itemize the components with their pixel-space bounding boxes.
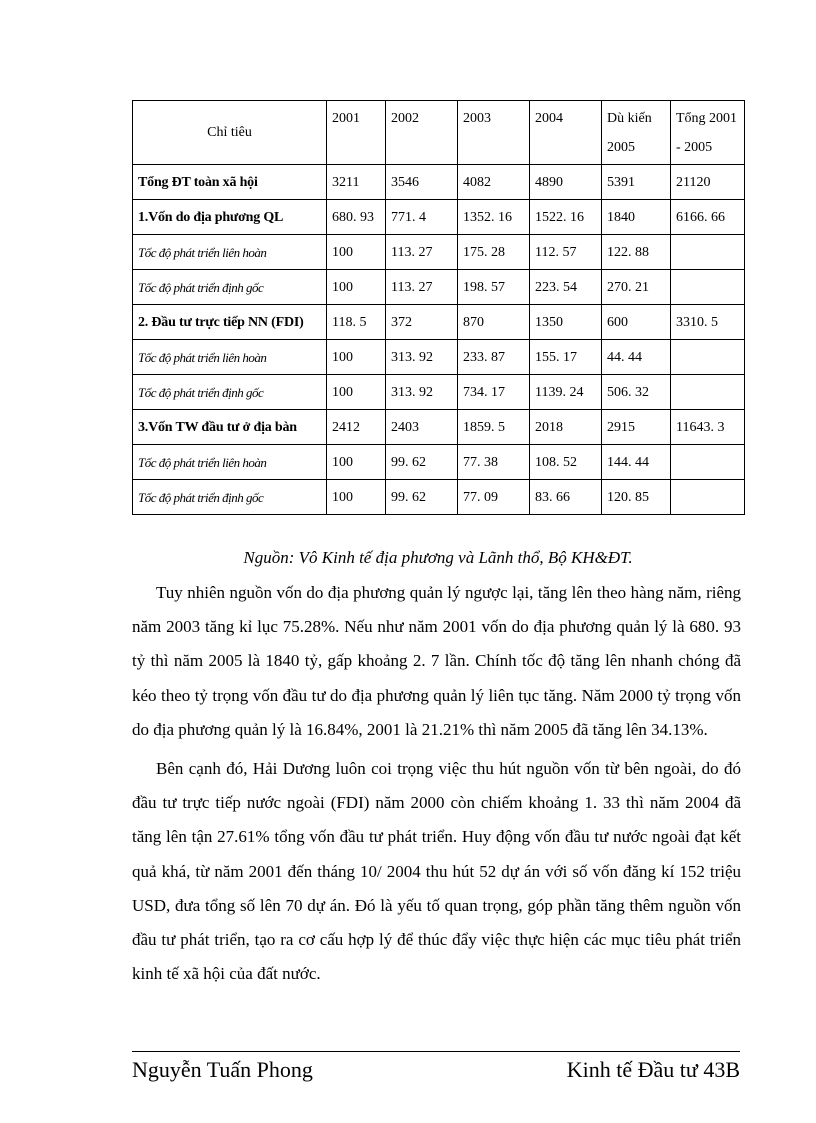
row-label: Tốc độ phát triển định gốc [133,375,327,410]
table-cell: 11643. 3 [671,410,745,445]
investment-table [132,100,745,515]
table-cell: 1139. 24 [530,375,602,410]
table-cell: 100 [327,445,386,480]
table-cell: 734. 17 [458,375,530,410]
table-cell: 99. 62 [386,480,458,515]
table-cell: 155. 17 [530,340,602,375]
table-cell: 313. 92 [386,375,458,410]
body-text [132,576,741,991]
header-year: 2002 [386,101,458,165]
table-row [133,200,745,235]
table-cell [671,480,745,515]
row-label: 1.Vốn do địa phương QL [133,200,327,235]
table-cell: 77. 09 [458,480,530,515]
table-cell: 680. 93 [327,200,386,235]
row-label: Tốc độ phát triển liên hoàn [133,445,327,480]
table-row [133,375,745,410]
table-cell: 100 [327,480,386,515]
table-cell: 1840 [602,200,671,235]
table-cell: 21120 [671,165,745,200]
table-cell: 1350 [530,305,602,340]
table-cell: 771. 4 [386,200,458,235]
table-row [133,305,745,340]
table-cell: 77. 38 [458,445,530,480]
footer-author: Nguyễn Tuấn Phong [132,1057,313,1082]
table-cell: 113. 27 [386,270,458,305]
row-label: Tổng ĐT toàn xã hội [133,165,327,200]
table-cell [671,235,745,270]
table-cell: 122. 88 [602,235,671,270]
footer-course: Kinh tế Đầu tư 43B [566,1057,740,1082]
table-row [133,270,745,305]
table-cell: 870 [458,305,530,340]
table-cell: 2018 [530,410,602,445]
table-source-caption: Nguồn: Vô Kinh tế địa phương và Lãnh thổ, Bộ KH&ĐT. [243,548,633,567]
table-cell: 113. 27 [386,235,458,270]
table-cell [671,375,745,410]
table-cell: 5391 [602,165,671,200]
footer-divider [132,1051,740,1052]
table-row [133,165,745,200]
header-year: 2003 [458,101,530,165]
table-cell: 313. 92 [386,340,458,375]
table-cell [671,445,745,480]
table-cell: 600 [602,305,671,340]
header-year: 2001 [327,101,386,165]
table-cell [671,340,745,375]
header-year: 2004 [530,101,602,165]
table-cell: 4890 [530,165,602,200]
table-row [133,410,745,445]
table-cell: 270. 21 [602,270,671,305]
table-cell: 108. 52 [530,445,602,480]
table-cell: 3310. 5 [671,305,745,340]
table-cell: 1859. 5 [458,410,530,445]
table-cell: 100 [327,235,386,270]
table-header-row [133,101,745,165]
header-label: Chỉ tiêu [133,101,327,165]
table-cell: 4082 [458,165,530,200]
table-cell: 100 [327,270,386,305]
table-cell: 6166. 66 [671,200,745,235]
table-cell: 2915 [602,410,671,445]
table-row [133,340,745,375]
table-cell: 175. 28 [458,235,530,270]
row-label: Tốc độ phát triển liên hoàn [133,235,327,270]
table-cell: 223. 54 [530,270,602,305]
row-label: Tốc độ phát triển định gốc [133,270,327,305]
paragraph: Tuy nhiên nguồn vốn do địa phương quản lý ngược lại, tăng lên theo hàng năm, riêng năm 2003 tăng kỉ lục 75.28%. Nếu như năm 2001 vốn do địa phương quản lý là 680. 93 tỷ thì năm 2005 là 1840 tỷ, gấp khoảng 2. 7 lần. Chính tốc độ tăng lên nhanh chóng đã kéo theo tỷ trọng vốn đầu tư do địa phương quản lý liên tục tăng. Năm 2000 tỷ trọng vốn do địa phương quản lý là 16.84%, 2001 là 21.21% thì năm 2005 đã tăng lên 34.13%. [132,583,741,739]
table-cell: 118. 5 [327,305,386,340]
table-cell: 83. 66 [530,480,602,515]
table-cell: 198. 57 [458,270,530,305]
table-cell: 99. 62 [386,445,458,480]
header-year-total: Tổng 2001 - 2005 [671,101,745,165]
row-label: Tốc độ phát triển liên hoàn [133,340,327,375]
table-cell: 3546 [386,165,458,200]
table-cell: 2403 [386,410,458,445]
table-row [133,235,745,270]
table-cell: 506. 32 [602,375,671,410]
row-label: 2. Đầu tư trực tiếp NN (FDI) [133,305,327,340]
table-cell: 120. 85 [602,480,671,515]
table-cell: 44. 44 [602,340,671,375]
paragraph: Bên cạnh đó, Hải Dương luôn coi trọng việc thu hút nguồn vốn từ bên ngoài, do đó đầu tư trực tiếp nước ngoài (FDI) năm 2000 còn chiếm khoảng 1. 33 thì năm 2004 đã tăng lên tận 27.61% tổng vốn đầu tư phát triển. Huy động vốn đầu tư nước ngoài đạt kết quả khá, từ năm 2001 đến tháng 10/ 2004 thu hút 52 dự án với số vốn đăng kí 152 triệu USD, đưa tổng số lên 70 dự án. Đó là yếu tố quan trọng, góp phần tăng thêm nguồn vốn đầu tư phát triển, tạo ra cơ cấu hợp lý để thúc đẩy việc thực hiện các mục tiêu phát triển kinh tế xã hội của đất nước. [132,759,741,984]
table-cell: 1522. 16 [530,200,602,235]
table-cell: 100 [327,340,386,375]
table-cell [671,270,745,305]
row-label: Tốc độ phát triển định gốc [133,480,327,515]
table-row [133,480,745,515]
table-cell: 372 [386,305,458,340]
table-row [133,445,745,480]
row-label: 3.Vốn TW đầu tư ở địa bàn [133,410,327,445]
table-cell: 2412 [327,410,386,445]
table-cell: 100 [327,375,386,410]
table-cell: 112. 57 [530,235,602,270]
table-cell: 3211 [327,165,386,200]
table-cell: 144. 44 [602,445,671,480]
header-year-forecast: Dù kiến 2005 [602,101,671,165]
table-cell: 1352. 16 [458,200,530,235]
table-cell: 233. 87 [458,340,530,375]
